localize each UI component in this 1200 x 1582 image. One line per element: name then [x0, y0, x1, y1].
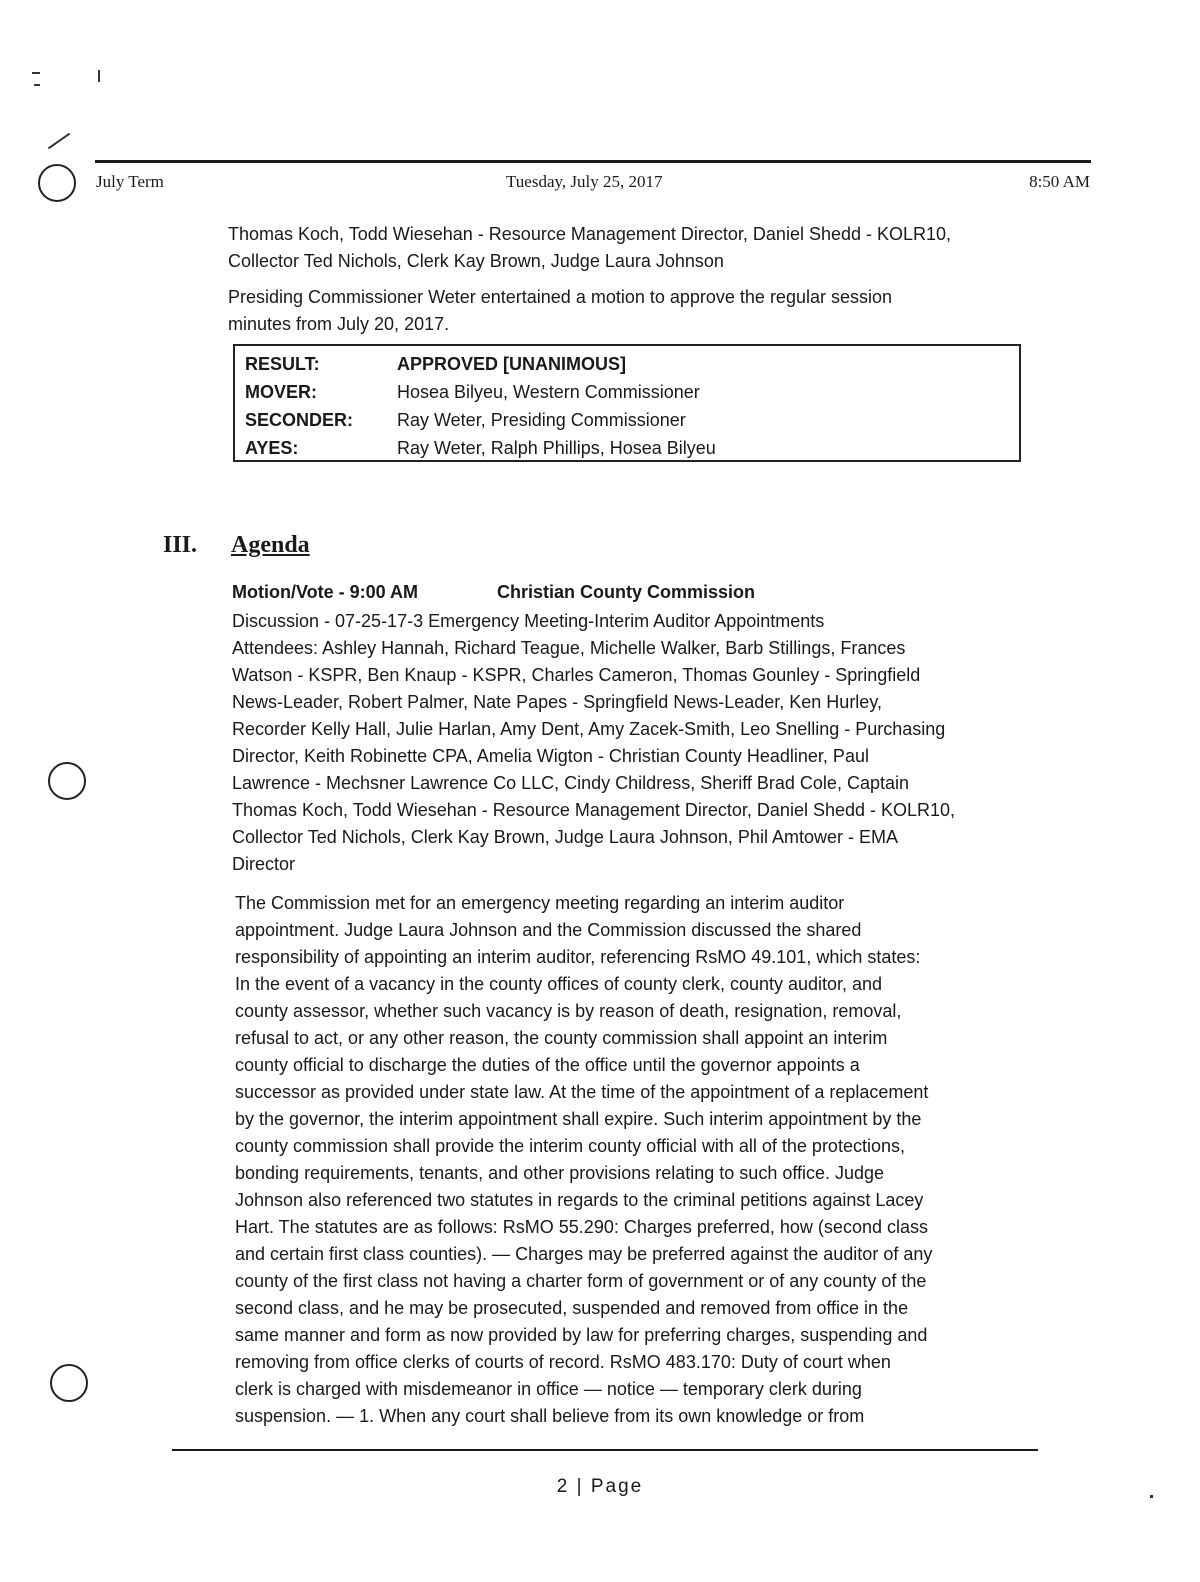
- punch-hole-icon: [50, 1364, 88, 1402]
- header-date: Tuesday, July 25, 2017: [506, 172, 663, 191]
- scan-mark-icon: [34, 84, 40, 86]
- text-line: Hart. The statutes are as follows: RsMO 55.290: Charges preferred, how (second class: [235, 1217, 928, 1237]
- text-line: Johnson also referenced two statutes in regards to the criminal petitions against Lacey: [235, 1190, 924, 1210]
- vote-value: Ray Weter, Ralph Phillips, Hosea Bilyeu: [397, 438, 716, 458]
- header-term: July Term: [96, 172, 164, 191]
- vote-value: Hosea Bilyeu, Western Commissioner: [397, 382, 700, 402]
- body-paragraph: [235, 890, 932, 1430]
- text-line: Director, Keith Robinette CPA, Amelia Wigton - Christian County Headliner, Paul: [232, 746, 869, 766]
- agenda-item-organization: Christian County Commission: [497, 582, 756, 602]
- text-line: Attendees: Ashley Hannah, Richard Teague, Michelle Walker, Barb Stillings, Frances: [232, 638, 906, 658]
- text-line: Recorder Kelly Hall, Julie Harlan, Amy Dent, Amy Zacek-Smith, Leo Snelling - Purchasing: [232, 719, 946, 739]
- motion-text: [228, 284, 892, 338]
- text-line: clerk is charged with misdemeanor in office — notice — temporary clerk during: [235, 1379, 862, 1399]
- text-line: refusal to act, or any other reason, the county commission shall appoint an interim: [235, 1028, 888, 1048]
- vote-result-table: [233, 344, 1021, 462]
- vote-label: SECONDER:: [245, 410, 354, 430]
- vote-label: AYES:: [245, 438, 299, 458]
- text-line: minutes from July 20, 2017.: [228, 314, 450, 334]
- text-line: county assessor, whether such vacancy is by reason of death, resignation, removal,: [235, 1001, 902, 1021]
- text-line: by the governor, the interim appointment shall expire. Such interim appointment by the: [235, 1109, 922, 1129]
- text-line: appointment. Judge Laura Johnson and the Commission discussed the shared: [235, 920, 862, 940]
- agenda-item-type-time: Motion/Vote - 9:00 AM: [232, 582, 418, 602]
- continued-attendees: [228, 221, 951, 275]
- text-line: removing from office clerks of courts of record. RsMO 483.170: Duty of court when: [235, 1352, 891, 1372]
- text-line: Collector Ted Nichols, Clerk Kay Brown, Judge Laura Johnson, Phil Amtower - EMA: [232, 827, 898, 847]
- text-line: Collector Ted Nichols, Clerk Kay Brown, Judge Laura Johnson: [228, 251, 724, 271]
- header-rule: [95, 160, 1091, 163]
- section-number: III.: [163, 532, 198, 558]
- punch-hole-icon: [48, 762, 86, 800]
- text-line: county official to discharge the duties of the office until the governor appoints a: [235, 1055, 860, 1075]
- scan-mark-icon: [98, 70, 100, 82]
- punch-hole-icon: [38, 164, 76, 202]
- footer-rule: [172, 1449, 1038, 1451]
- text-line: county of the first class not having a charter form of government or of any county of the: [235, 1271, 927, 1291]
- text-line: Presiding Commissioner Weter entertained a motion to approve the regular session: [228, 287, 893, 307]
- text-line: same manner and form as now provided by law for preferring charges, suspending and: [235, 1325, 928, 1345]
- section-title: Agenda: [231, 532, 310, 558]
- text-line: responsibility of appointing an interim auditor, referencing RsMO 49.101, which states:: [235, 947, 921, 967]
- text-line: suspension. — 1. When any court shall believe from its own knowledge or from: [235, 1406, 865, 1426]
- text-line: second class, and he may be prosecuted, suspended and removed from office in the: [235, 1298, 909, 1318]
- text-line: Thomas Koch, Todd Wiesehan - Resource Management Director, Daniel Shedd - KOLR10,: [228, 224, 952, 244]
- text-line: Thomas Koch, Todd Wiesehan - Resource Management Director, Daniel Shedd - KOLR10,: [232, 800, 956, 820]
- text-line: Director: [232, 854, 296, 874]
- text-line: The Commission met for an emergency meeting regarding an interim auditor: [235, 893, 845, 913]
- scan-mark-icon: [48, 133, 70, 150]
- text-line: successor as provided under state law. At the time of the appointment of a replacement: [235, 1082, 929, 1102]
- vote-label: RESULT:: [245, 354, 320, 374]
- vote-value: APPROVED [UNANIMOUS]: [397, 354, 627, 374]
- page-number: 2 | Page: [556, 1476, 644, 1497]
- text-line: News-Leader, Robert Palmer, Nate Papes - Springfield News-Leader, Ken Hurley,: [232, 692, 882, 712]
- text-line: county commission shall provide the interim county official with all of the protections,: [235, 1136, 905, 1156]
- agenda-item-header: [232, 582, 756, 603]
- text-line: bonding requirements, tenants, and other provisions relating to such office. Judge: [235, 1163, 885, 1183]
- text-line: Lawrence - Mechsner Lawrence Co LLC, Cindy Childress, Sheriff Brad Cole, Captain: [232, 773, 909, 793]
- scan-mark-icon: [32, 72, 40, 74]
- text-line: Watson - KSPR, Ben Knaup - KSPR, Charles Cameron, Thomas Gounley - Springfield: [232, 665, 921, 685]
- text-line: and certain first class counties). — Charges may be preferred against the auditor of any: [235, 1244, 933, 1264]
- header-time: 8:50 AM: [1029, 172, 1090, 191]
- text-line: In the event of a vacancy in the county offices of county clerk, county auditor, and: [235, 974, 883, 994]
- text-line: Discussion - 07-25-17-3 Emergency Meeting-Interim Auditor Appointments: [232, 611, 825, 631]
- vote-label: MOVER:: [245, 382, 317, 402]
- discussion-block: [232, 608, 955, 878]
- vote-value: Ray Weter, Presiding Commissioner: [397, 410, 686, 430]
